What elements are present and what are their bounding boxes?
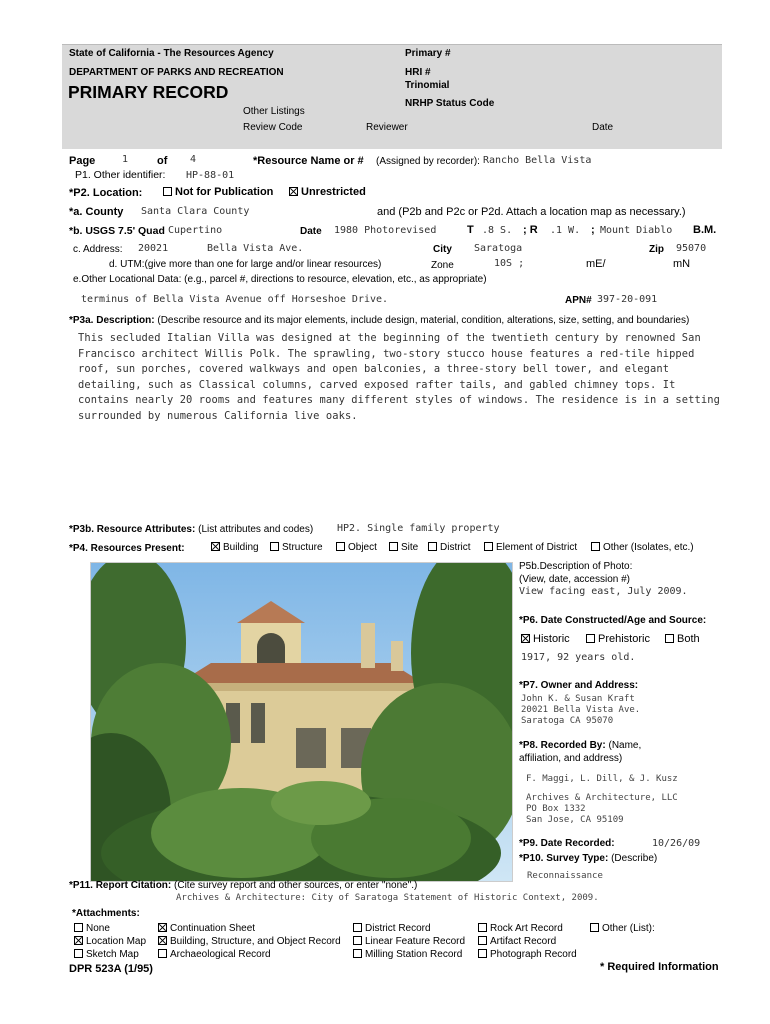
- none-text: None: [86, 923, 110, 934]
- site-text: Site: [401, 542, 419, 553]
- resource-name-label: *Resource Name or #: [253, 155, 364, 167]
- description-heading: [69, 315, 689, 326]
- object-text: Object: [348, 542, 377, 553]
- district-record-checkbox[interactable]: [353, 923, 362, 932]
- other-identifier-value: HP-88-01: [186, 170, 235, 181]
- archaeological-record-checkbox[interactable]: [158, 949, 167, 958]
- recorded-by-address: [526, 793, 678, 826]
- rock-art-record-checkbox[interactable]: [478, 923, 487, 932]
- structure-checkbox[interactable]: [270, 542, 279, 551]
- utm-label: d. UTM:(give more than one for large and/or linear resources): [109, 259, 382, 270]
- date-constructed-value: 1917, 92 years old.: [521, 652, 636, 663]
- hri-number-label: HRI #: [405, 67, 431, 78]
- element-of-district-checkbox[interactable]: [484, 542, 493, 551]
- owner-address-value: [521, 694, 640, 727]
- recorded-by-hint: (Name,: [608, 740, 642, 751]
- other-locational-value: terminus of Bella Vista Avenue off Horseshoe Drive.: [81, 294, 389, 305]
- linear-feature-record-text: Linear Feature Record: [365, 936, 466, 947]
- attach-continuation-sheet[interactable]: [158, 923, 255, 934]
- milling-station-record-checkbox[interactable]: [353, 949, 362, 958]
- photograph-record-text: Photograph Record: [490, 949, 577, 960]
- district-record-text: District Record: [365, 923, 431, 934]
- present-object[interactable]: [336, 542, 377, 553]
- both-option[interactable]: [665, 633, 700, 645]
- address-number: 20021: [138, 243, 169, 254]
- survey-type-heading: [519, 853, 657, 864]
- attach-photograph-record[interactable]: [478, 949, 577, 960]
- continuation-sheet-checkbox[interactable]: [158, 923, 167, 932]
- recorded-by-heading: [519, 740, 641, 751]
- prehistoric-option[interactable]: [586, 633, 650, 645]
- review-date-label: Date: [592, 122, 614, 133]
- attach-sketch-map[interactable]: [74, 949, 139, 960]
- assigned-label: (Assigned by recorder):: [376, 156, 480, 167]
- resource-name-value: Rancho Bella Vista: [483, 155, 592, 166]
- recorded-by-label: *P8. Recorded By:: [519, 740, 606, 751]
- prehistoric-checkbox[interactable]: [586, 634, 595, 643]
- description-label: *P3a. Description:: [69, 315, 155, 326]
- attach-location-map[interactable]: [74, 936, 146, 947]
- apn-label: APN#: [565, 295, 592, 306]
- zip-label: Zip: [649, 244, 664, 255]
- reviewer-label: Reviewer: [366, 122, 408, 133]
- owner-name: John K. & Susan Kraft: [521, 694, 635, 704]
- address-label: c. Address:: [73, 244, 123, 255]
- city-value: Saratoga: [474, 243, 523, 254]
- required-information-note: * Required Information: [600, 961, 719, 973]
- quad-date-value: 1980 Photorevised: [334, 225, 437, 236]
- attributes-hint: (List attributes and codes): [198, 524, 314, 535]
- resource-photo: [90, 562, 513, 882]
- agency-name: State of California - The Resources Agency: [69, 48, 274, 59]
- building-text: Building: [223, 542, 259, 553]
- other-list-text: Other (List):: [602, 923, 655, 934]
- zone-label: Zone: [431, 260, 454, 271]
- both-text: Both: [677, 633, 700, 645]
- apn-value: 397-20-091: [597, 294, 658, 305]
- date-recorded-label: *P9. Date Recorded:: [519, 838, 615, 849]
- quad-date-label: Date: [300, 226, 322, 237]
- location-map-checkbox[interactable]: [74, 936, 83, 945]
- primary-number-label: Primary #: [405, 48, 451, 59]
- survey-type-label: *P10. Survey Type:: [519, 853, 609, 864]
- present-element-of-district[interactable]: [484, 542, 577, 553]
- historic-option[interactable]: [521, 633, 570, 645]
- zip-value: 95070: [676, 243, 707, 254]
- city-label: City: [433, 244, 452, 255]
- linear-feature-record-checkbox[interactable]: [353, 936, 362, 945]
- unrestricted-checkbox[interactable]: [289, 187, 298, 196]
- attach-other-list[interactable]: [590, 923, 655, 934]
- sketch-map-checkbox[interactable]: [74, 949, 83, 958]
- attach-archaeological-record[interactable]: [158, 949, 271, 960]
- county-value: Santa Clara County: [141, 206, 250, 217]
- not-for-publication-option[interactable]: [163, 186, 273, 198]
- recorded-by-names: F. Maggi, L. Dill, & J. Kusz: [526, 774, 678, 784]
- page-number: 1: [122, 154, 129, 165]
- usgs-quad-value: Cupertino: [168, 225, 223, 236]
- range-label: ; R: [523, 224, 538, 236]
- report-citation-value: Archives & Architecture: City of Saratoga Statement of Historic Context, 2009.: [176, 893, 599, 903]
- building-record-checkbox[interactable]: [158, 936, 167, 945]
- recorded-by-hint-2: affiliation, and address): [519, 753, 623, 764]
- township-label: T: [467, 224, 474, 236]
- usgs-quad-label: *b. USGS 7.5' Quad: [69, 225, 165, 237]
- not-for-publication-text: Not for Publication: [175, 186, 274, 198]
- present-building[interactable]: [211, 542, 259, 553]
- range-value: .1 W.: [550, 225, 581, 236]
- report-citation-label: *P11. Report Citation:: [69, 880, 172, 891]
- attributes-value: HP2. Single family property: [337, 523, 500, 534]
- easting-label: mE/: [586, 258, 606, 270]
- photo-description-value: View facing east, July 2009.: [519, 586, 688, 597]
- county-label: *a. County: [69, 206, 124, 218]
- page-label: Page: [69, 155, 96, 167]
- present-other[interactable]: [591, 542, 694, 553]
- district-checkbox[interactable]: [428, 542, 437, 551]
- form-id: DPR 523A (1/95): [69, 963, 153, 975]
- rock-art-record-text: Rock Art Record: [490, 923, 563, 934]
- other-checkbox[interactable]: [591, 542, 600, 551]
- location-map-note: and (P2b and P2c or P2d. Attach a location map as necessary.): [377, 206, 686, 218]
- review-code-label: Review Code: [243, 122, 303, 133]
- photo-description-hint: (View, date, accession #): [519, 574, 630, 585]
- none-checkbox[interactable]: [74, 923, 83, 932]
- building-record-text: Building, Structure, and Object Record: [170, 936, 341, 947]
- base-meridian-label: B.M.: [693, 224, 717, 236]
- of-label: of: [157, 155, 168, 167]
- report-citation-hint: (Cite survey report and other sources, or enter "none".): [174, 880, 418, 891]
- other-list-checkbox[interactable]: [590, 923, 599, 932]
- owner-address-label: *P7. Owner and Address:: [519, 680, 639, 691]
- date-recorded-value: 10/26/09: [652, 838, 701, 849]
- district-text: District: [440, 542, 471, 553]
- artifact-record-checkbox[interactable]: [478, 936, 487, 945]
- location-map-text: Location Map: [86, 936, 147, 947]
- building-checkbox[interactable]: [211, 542, 220, 551]
- form-title: PRIMARY RECORD: [68, 82, 229, 102]
- meridian-value: Mount Diablo: [600, 225, 673, 236]
- address-street: Bella Vista Ave.: [207, 243, 304, 254]
- township-value: .8 S.: [482, 225, 513, 236]
- not-for-publication-checkbox[interactable]: [163, 187, 172, 196]
- location-label: *P2. Location:: [69, 187, 143, 199]
- artifact-record-text: Artifact Record: [490, 936, 557, 947]
- present-structure[interactable]: [270, 542, 323, 553]
- trinomial-label: Trinomial: [405, 80, 450, 91]
- other-identifier-label: P1. Other identifier:: [75, 169, 166, 181]
- recorder-po-box: PO Box 1332: [526, 804, 586, 814]
- attach-rock-art-record[interactable]: [478, 923, 563, 934]
- other-listings-label: Other Listings: [243, 106, 305, 117]
- both-checkbox[interactable]: [665, 634, 674, 643]
- northing-label: mN: [673, 258, 691, 270]
- object-checkbox[interactable]: [336, 542, 345, 551]
- present-district[interactable]: [428, 542, 471, 553]
- continuation-sheet-text: Continuation Sheet: [170, 923, 256, 934]
- element-of-district-text: Element of District: [496, 542, 578, 553]
- department-name: DEPARTMENT OF PARKS AND RECREATION: [69, 67, 284, 78]
- attach-artifact-record[interactable]: [478, 936, 556, 947]
- report-citation-heading: [69, 880, 417, 891]
- attach-milling-station-record[interactable]: [353, 949, 462, 960]
- survey-type-hint: (Describe): [611, 853, 658, 864]
- attachments-label: *Attachments:: [72, 908, 140, 919]
- other-text: Other (Isolates, etc.): [603, 542, 694, 553]
- photograph-record-checkbox[interactable]: [478, 949, 487, 958]
- structure-text: Structure: [282, 542, 323, 553]
- present-site[interactable]: [389, 542, 418, 553]
- owner-street: 20021 Bella Vista Ave.: [521, 705, 641, 715]
- sketch-map-text: Sketch Map: [86, 949, 139, 960]
- description-text: This secluded Italian Villa was designed at the beginning of the twentieth century by renowned San Francisco architect Willis Polk. The sprawling, two-story stucco house features a red-tile hipped roof, sun porches, covered walkways and open balconies, a three-story bell tower, and elegant detailing, such as Classical columns, carved exposed rafter tails, and gabled chimney tops. It contains nearly 20 rooms and features many different styles of windows. The residence is in a setting surrounded by numerous California live oaks.: [78, 332, 720, 422]
- historic-checkbox[interactable]: [521, 634, 530, 643]
- milling-station-record-text: Milling Station Record: [365, 949, 463, 960]
- nrhp-status-label: NRHP Status Code: [405, 98, 495, 109]
- survey-type-value: Reconnaissance: [527, 871, 603, 881]
- date-constructed-label: *P6. Date Constructed/Age and Source:: [519, 615, 707, 626]
- meridian-separator: ;: [591, 224, 595, 236]
- recorder-organization: Archives & Architecture, LLC: [526, 793, 678, 803]
- villa-photo-illustration: [91, 563, 512, 881]
- zone-value: 10S ;: [494, 258, 525, 269]
- attach-linear-feature-record[interactable]: [353, 936, 465, 947]
- owner-city: Saratoga CA 95070: [521, 716, 614, 726]
- resources-present-label: *P4. Resources Present:: [69, 543, 185, 554]
- unrestricted-text: Unrestricted: [301, 186, 366, 198]
- attach-building-record[interactable]: [158, 936, 341, 947]
- prehistoric-text: Prehistoric: [598, 633, 650, 645]
- attach-none[interactable]: [74, 923, 110, 934]
- historic-text: Historic: [533, 633, 570, 645]
- attach-district-record[interactable]: [353, 923, 431, 934]
- photo-description-label: P5b.Description of Photo:: [519, 561, 633, 572]
- unrestricted-option[interactable]: [289, 186, 366, 198]
- attributes-label: *P3b. Resource Attributes:: [69, 524, 196, 535]
- recorder-city: San Jose, CA 95109: [526, 815, 624, 825]
- description-hint: (Describe resource and its major elements, include design, material, condition, alterations, size, setting, and boundaries): [157, 315, 690, 326]
- page-total: 4: [190, 154, 197, 165]
- other-locational-label: e.Other Locational Data: (e.g., parcel #, directions to resource, elevation, etc., as appropriate): [73, 274, 487, 285]
- attributes-heading: [69, 524, 313, 535]
- archaeological-record-text: Archaeological Record: [170, 949, 271, 960]
- site-checkbox[interactable]: [389, 542, 398, 551]
